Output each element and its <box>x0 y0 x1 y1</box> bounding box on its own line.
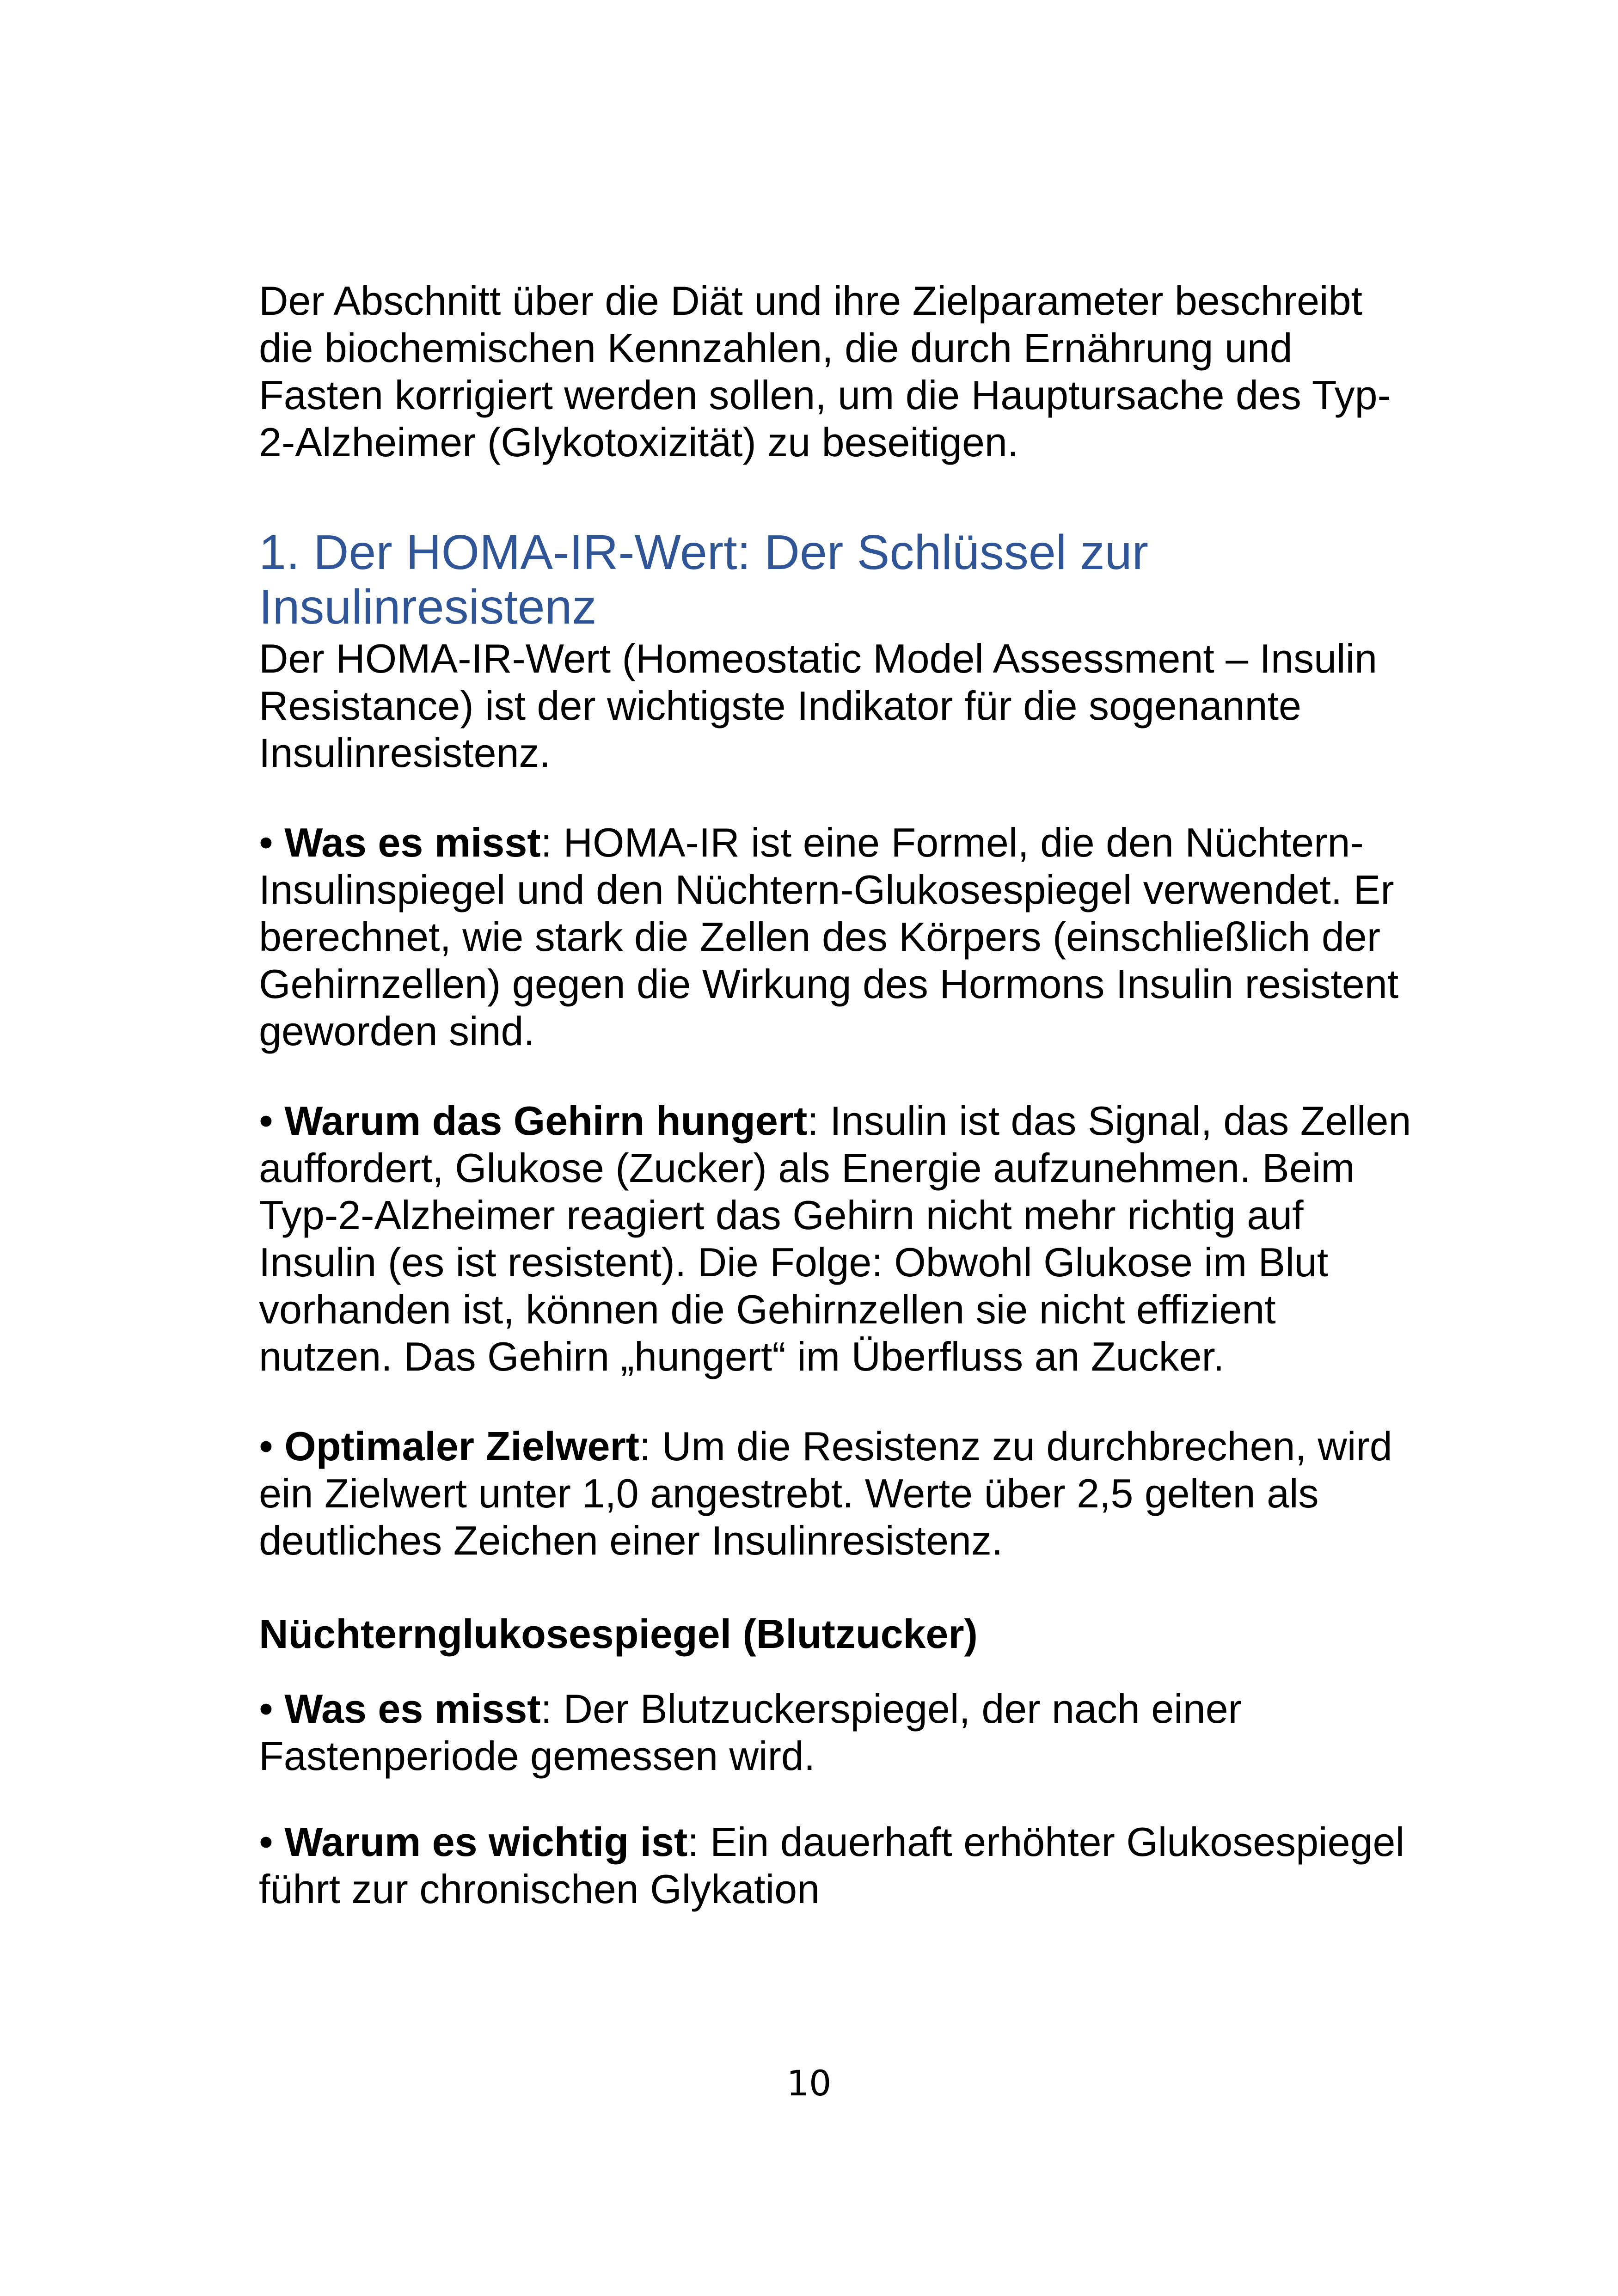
page-number: 10 <box>786 2063 832 2104</box>
section-heading-nuechternglukose: Nüchternglukosespiegel (Blutzucker) <box>259 1611 978 1657</box>
bullet-text: : Der Blutzuckerspiegel, der nach einer Fastenperiode gemessen wird. <box>259 1686 1242 1779</box>
bullet-label: Warum das Gehirn hungert <box>284 1098 808 1144</box>
homa-ir-intro-paragraph: Der HOMA-IR-Wert (Homeostatic Model Assessment – Insulin Resistance) ist der wichtigste Indikator für die sogenannte Insulinresistenz. <box>259 636 1378 776</box>
bullet-label: Optimaler Zielwert <box>284 1423 640 1469</box>
bullet-warum-das-gehirn-hungert <box>259 1097 1415 1380</box>
bullet-optimaler-zielwert <box>259 1423 1415 1564</box>
bullet-label: Was es misst <box>284 1686 541 1732</box>
bullet-marker: • <box>259 1686 285 1732</box>
bullet-text: : Um die Resistenz zu durchbrechen, wird ein Zielwert unter 1,0 angestrebt. Werte über 2,5 gelten als deutliches Zeichen einer Insulinresistenz. <box>259 1423 1392 1563</box>
bullet-glukose-was-es-misst <box>259 1685 1415 1780</box>
bullet-marker: • <box>259 820 285 865</box>
section-heading-homa-ir: 1. Der HOMA-IR-Wert: Der Schlüssel zur Insulinresistenz <box>259 525 1149 634</box>
bullet-text: : HOMA-IR ist eine Formel, die den Nüchtern-Insulinspiegel und den Nüchtern-Glukosespiegel verwendet. Er berechnet, wie stark die Zellen des Körpers (einschließlich der Gehirnzellen) gegen die Wirkung des Hormons Insulin resistent geworden sind. <box>259 820 1399 1054</box>
bullet-text: : Insulin ist das Signal, das Zellen auffordert, Glukose (Zucker) als Energie aufzunehmen. Beim Typ-2-Alzheimer reagiert das Gehirn nicht mehr richtig auf Insulin (es ist resistent). Die Folge: Obwohl Glukose im Blut vorhanden ist, können die Gehirnzellen sie nicht effizient nutzen. Das Gehirn „hungert“ im Überfluss an Zucker. <box>259 1098 1411 1379</box>
bullet-label: Was es misst <box>284 820 541 865</box>
bullet-marker: • <box>259 1819 285 1865</box>
bullet-was-es-misst <box>259 819 1415 1055</box>
bullet-marker: • <box>259 1423 285 1469</box>
document-page <box>259 277 1415 1913</box>
bullet-text: : Ein dauerhaft erhöhter Glukosespiegel führt zur chronischen Glykation <box>259 1819 1405 1912</box>
bullet-marker: • <box>259 1098 285 1144</box>
bullet-glukose-warum-wichtig <box>259 1818 1415 1913</box>
bullet-label: Warum es wichtig ist <box>284 1819 688 1865</box>
intro-paragraph: Der Abschnitt über die Diät und ihre Zielparameter beschreibt die biochemischen Kennzahlen, die durch Ernährung und Fasten korrigiert werden sollen, um die Hauptursache des Typ-2-Alzheimer (Glykotoxizität) zu beseitigen. <box>259 278 1391 465</box>
